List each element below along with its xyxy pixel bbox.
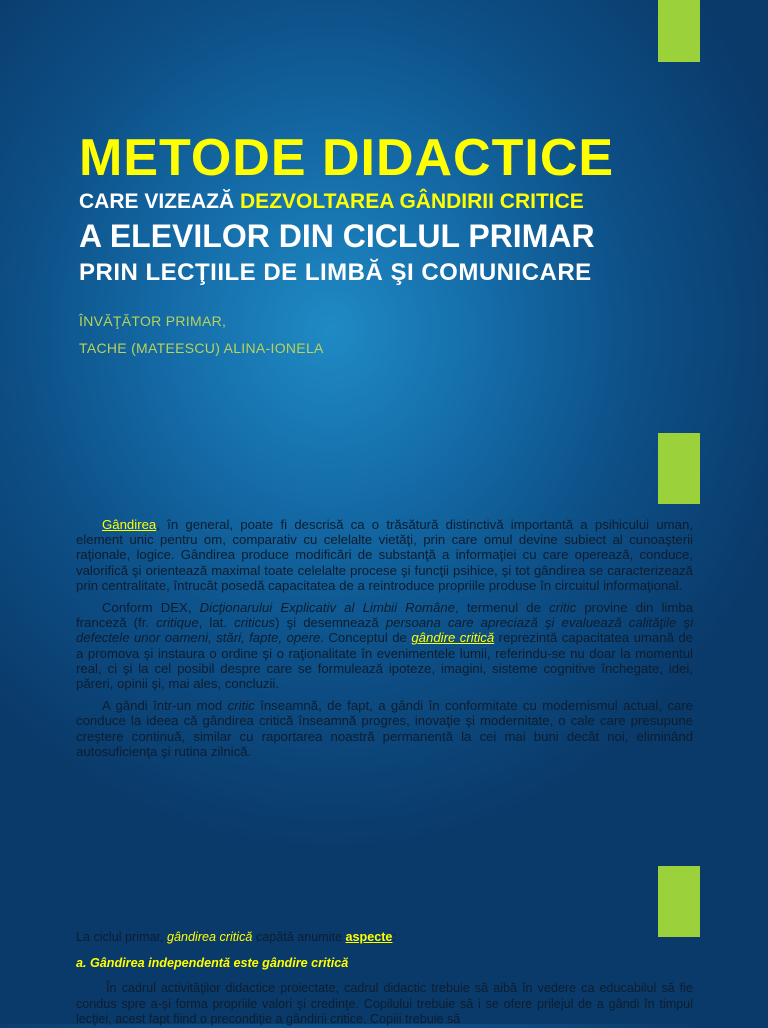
title-line-2-white: CARE VIZEAZĂ [79, 190, 241, 213]
paragraph-1-text: , în general, poate fi descrisă ca o trăsătură distinctivă importantă a psihicului uman, element unic pentru om, comparativ cu celelalte vietăţi, prin care omul devine subiect al cunoaşterii raţionale, logice. Gândirea produce modificări de substanţă a informaţiei cu care operează, conduce, valorifică şi orientează maximal toate celelalte procese şi funcţii psihice, şi tot gândirea se caracterizează prin centralitate, întrucât posedă capacitatea de a reintroduce propriile produse în circuitul informaţional. [76, 517, 693, 593]
p2-s13: reprezintă capacitatea umană de a promova şi instaura o ordine şi o raţionalitate în evenimentele lumii, referindu-se nu doar la momentul real, ci şi la cel posibil despre care se formulează ipoteze, imagini, sisteme cognitive închegate, idei, păreri, opinii şi, mai ales, concluzii. [76, 630, 693, 692]
paragraph-1 [76, 517, 693, 593]
paragraph-2 [76, 600, 693, 691]
intro-gandirea-critica: gândirea critică [167, 930, 253, 944]
p2-s10: persoana care apreciază şi evaluează calităţile şi defectele unor oameni, stări, fapte, opere [76, 615, 693, 646]
paragraph-3 [76, 698, 693, 759]
p2-s1: Conform DEX, [102, 600, 200, 616]
intro-3: capătă anumite [252, 930, 346, 944]
p2-s11: . Conceptul de [320, 630, 412, 646]
body-text [76, 517, 693, 766]
term-gandirea: Gândirea [102, 517, 157, 532]
p2-s3: , termenul de [455, 600, 550, 616]
author-name: TACHE (MATEESCU) ALINA-IONELA [79, 340, 324, 356]
title-line-1: METODE DIDACTICE [79, 129, 615, 187]
title-line-4: PRIN LECŢIILE DE LIMBĂ ŞI COMUNICARE [79, 259, 592, 286]
intro-5: : [392, 930, 396, 944]
lower-section [76, 930, 693, 1028]
term-gandire-critica: gândire critică [411, 630, 495, 646]
p3-s1: A gândi într-un mod [102, 698, 228, 714]
p3-s2: critic [227, 698, 255, 714]
intro-aspecte: aspecte [345, 930, 393, 944]
p2-s7: , lat. [198, 615, 235, 631]
p2-s6: critique [156, 615, 199, 631]
author-role: ÎNVĂŢĂTOR PRIMAR, [79, 313, 227, 329]
title-line-2-highlight: DEZVOLTAREA GÂNDIRII CRITICE [240, 190, 584, 213]
accent-bar-lower [658, 866, 700, 937]
p3-s3: înseamnă, de fapt, a gândi în conformitate cu modernismul actual, care conduce la ideea că gândirea critică înseamnă progres, inovaţie şi modernitate, o cale care presupune creştere continuă, similar cu raportarea noastră permanentă la cei mai buni decât noi, eliminând autosuficienţa şi rutina zilnică. [76, 698, 694, 759]
p2-s5: provine din limba franceză (fr. [76, 600, 693, 631]
accent-bar-middle [658, 433, 700, 504]
title-block [79, 128, 614, 290]
p2-s4: critic [549, 600, 577, 616]
p2-s9: ) şi desemnează [275, 615, 386, 631]
lower-intro [76, 930, 693, 946]
p2-s8: criticus [234, 615, 276, 631]
accent-bar-top [658, 0, 700, 62]
lower-heading-a: a. Gândirea independentă este gândire critică [76, 955, 349, 970]
intro-1: La ciclul primar, [76, 930, 167, 944]
title-line-2 [79, 188, 614, 216]
lower-paragraph: În cadrul activităţilor didactice proiectate, cadrul didactic trebuie să aibă în vedere ca educabilul să fie condus spre a-şi forma propriile valori şi credinţe. Copilului trebuie să i se ofere prilejul de a gândi în timpul lecţiei, acest fapt fiind o precondiţie a gândirii critice. Copiii trebuie să [76, 981, 693, 1026]
p2-s2: Dicţionarului Explicativ al Limbii Române [199, 600, 456, 616]
title-line-3: A ELEVILOR DIN CICLUL PRIMAR [79, 218, 595, 254]
